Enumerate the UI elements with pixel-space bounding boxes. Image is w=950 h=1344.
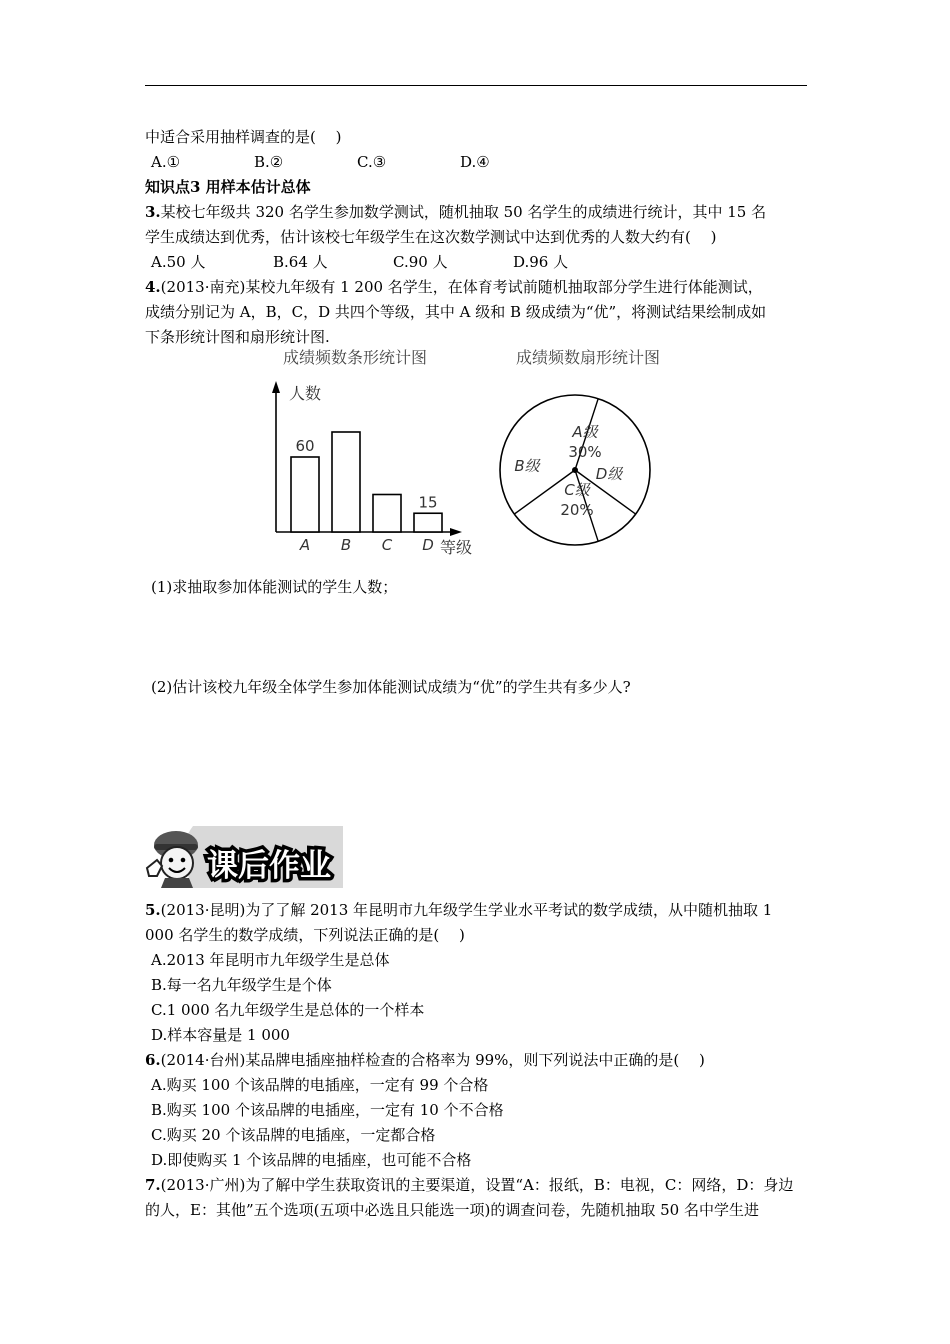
q4-number: 4.: [145, 278, 161, 296]
statistics-figures-svg: [265, 345, 695, 560]
q3-option-a: A.50 人: [151, 253, 206, 271]
q5-option-b: B.每一名九年级学生是个体: [151, 976, 332, 994]
bar-chart-title: 成绩频数条形统计图: [282, 348, 428, 367]
boy-eye-left: [169, 858, 174, 863]
q4-line3: 下条形统计图和扇形统计图.: [145, 328, 330, 346]
bar-value-label: 15: [418, 493, 438, 512]
bar-category-label: C: [381, 536, 393, 554]
bar-category-label: A: [299, 536, 311, 554]
q6-option-a: A.购买 100 个该品牌的电插座，一定有 99 个合格: [151, 1076, 489, 1094]
q7-line2: 的人，E：其他”五个选项(五项中必选且只能选一项)的调查问卷，先随机抽取 50 名中学生进: [145, 1201, 759, 1219]
q3-options: [151, 252, 568, 272]
pie-series: [500, 395, 650, 545]
statistics-figures: [265, 345, 695, 560]
bar-b: [332, 432, 360, 532]
pie-center-dot: [572, 467, 578, 473]
bar-category-label: D: [422, 536, 434, 554]
boy-eye-right: [181, 858, 186, 863]
bar-series: [291, 432, 442, 554]
pie-slice-percent: 20%: [560, 501, 594, 519]
q4-subquestion-1: (1)求抽取参加体能测试的学生人数；: [151, 578, 398, 596]
header-rule: [145, 85, 807, 86]
q5-text1: (2013·昆明)为了了解 2013 年昆明市九年级学生学业水平考试的数学成绩，从中随机抽取 1: [160, 901, 773, 919]
q3-option-d: D.96 人: [513, 253, 569, 271]
q6-text1: (2014·台州)某品牌电插座抽样检查的合格率为 99%，则下列说法中正确的是( ): [160, 1051, 705, 1069]
banner-title: 课后作业: [207, 848, 331, 884]
q3-number: 3.: [145, 203, 161, 221]
q2-option-b: B.②: [254, 153, 284, 171]
homework-banner: [143, 822, 343, 890]
q5-option-a: A.2013 年昆明市九年级学生是总体: [151, 951, 390, 969]
q7-text1: (2013·广州)为了解中学生获取资讯的主要渠道，设置“A：报纸，B：电视，C：网络，D：身边: [160, 1176, 794, 1194]
bar-a: [291, 457, 319, 532]
q3-option-c: C.90 人: [393, 253, 448, 271]
bar-x-axis-arrow: [450, 528, 462, 536]
pie-slice-percent: 30%: [568, 443, 602, 461]
q2-option-d: D.④: [460, 153, 490, 171]
q6-number: 6.: [145, 1051, 161, 1069]
q5-line1: [145, 900, 772, 920]
q7-number: 7.: [145, 1176, 161, 1194]
q4-subquestion-2: (2)估计该校九年级全体学生参加体能测试成绩为“优”的学生共有多少人?: [151, 678, 631, 696]
thumbs-up-hand-icon: [147, 860, 162, 876]
q2-tail: 中适合采用抽样调查的是( ): [145, 128, 342, 146]
q4-text1: (2013·南充)某校九年级有 1 200 名学生，在体育考试前随机抽取部分学生进行体能测试，: [160, 278, 763, 296]
q6-option-d: D.即使购买 1 个该品牌的电插座，也可能不合格: [151, 1151, 472, 1169]
q7-line1: [145, 1175, 793, 1195]
q5-number: 5.: [145, 901, 161, 919]
bar-y-axis-label: 人数: [289, 384, 322, 403]
bar-d: [414, 513, 442, 532]
q3-line1: [145, 202, 766, 222]
pie-chart-title: 成绩频数扇形统计图: [515, 348, 661, 367]
bar-category-label: B: [340, 536, 352, 554]
q2-option-a: A.①: [151, 153, 181, 171]
q4-line1: [145, 277, 763, 297]
q2-options: [151, 152, 490, 172]
boy-face-icon: [161, 847, 193, 879]
q5-line2: 000 名学生的数学成绩，下列说法正确的是( ): [145, 926, 465, 944]
pie-slice-label: D级: [595, 465, 623, 483]
pie-slice-label: C级: [564, 481, 590, 499]
q3-line2: 学生成绩达到优秀，估计该校七年级学生在这次数学测试中达到优秀的人数大约有( ): [145, 228, 717, 246]
pie-slice-label: B级: [514, 457, 540, 475]
pie-slice-label: A级: [572, 423, 598, 441]
q6-line1: [145, 1050, 705, 1070]
q6-option-c: C.购买 20 个该品牌的电插座，一定都合格: [151, 1126, 436, 1144]
q4-line2: 成绩分别记为 A，B，C，D 共四个等级，其中 A 级和 B 级成绩为“优”，将测试结果绘制成如: [145, 303, 767, 321]
section-heading: 知识点3 用样本估计总体: [145, 178, 311, 196]
q5-option-d: D.样本容量是 1 000: [151, 1026, 290, 1044]
boy-shirt: [161, 878, 193, 888]
q2-option-c: C.③: [357, 153, 387, 171]
q3-option-b: B.64 人: [273, 253, 328, 271]
q3-text1: 某校七年级共 320 名学生参加数学测试，随机抽取 50 名学生的成绩进行统计，其中 15 名: [160, 203, 767, 221]
bar-c: [373, 495, 401, 533]
homework-banner-svg: [143, 822, 343, 890]
bar-x-axis-label: 等级: [440, 538, 473, 557]
q6-option-b: B.购买 100 个该品牌的电插座，一定有 10 个不合格: [151, 1101, 504, 1119]
q5-option-c: C.1 000 名九年级学生是总体的一个样本: [151, 1001, 425, 1019]
bar-y-axis-arrow: [272, 381, 280, 393]
bar-value-label: 60: [295, 437, 315, 455]
